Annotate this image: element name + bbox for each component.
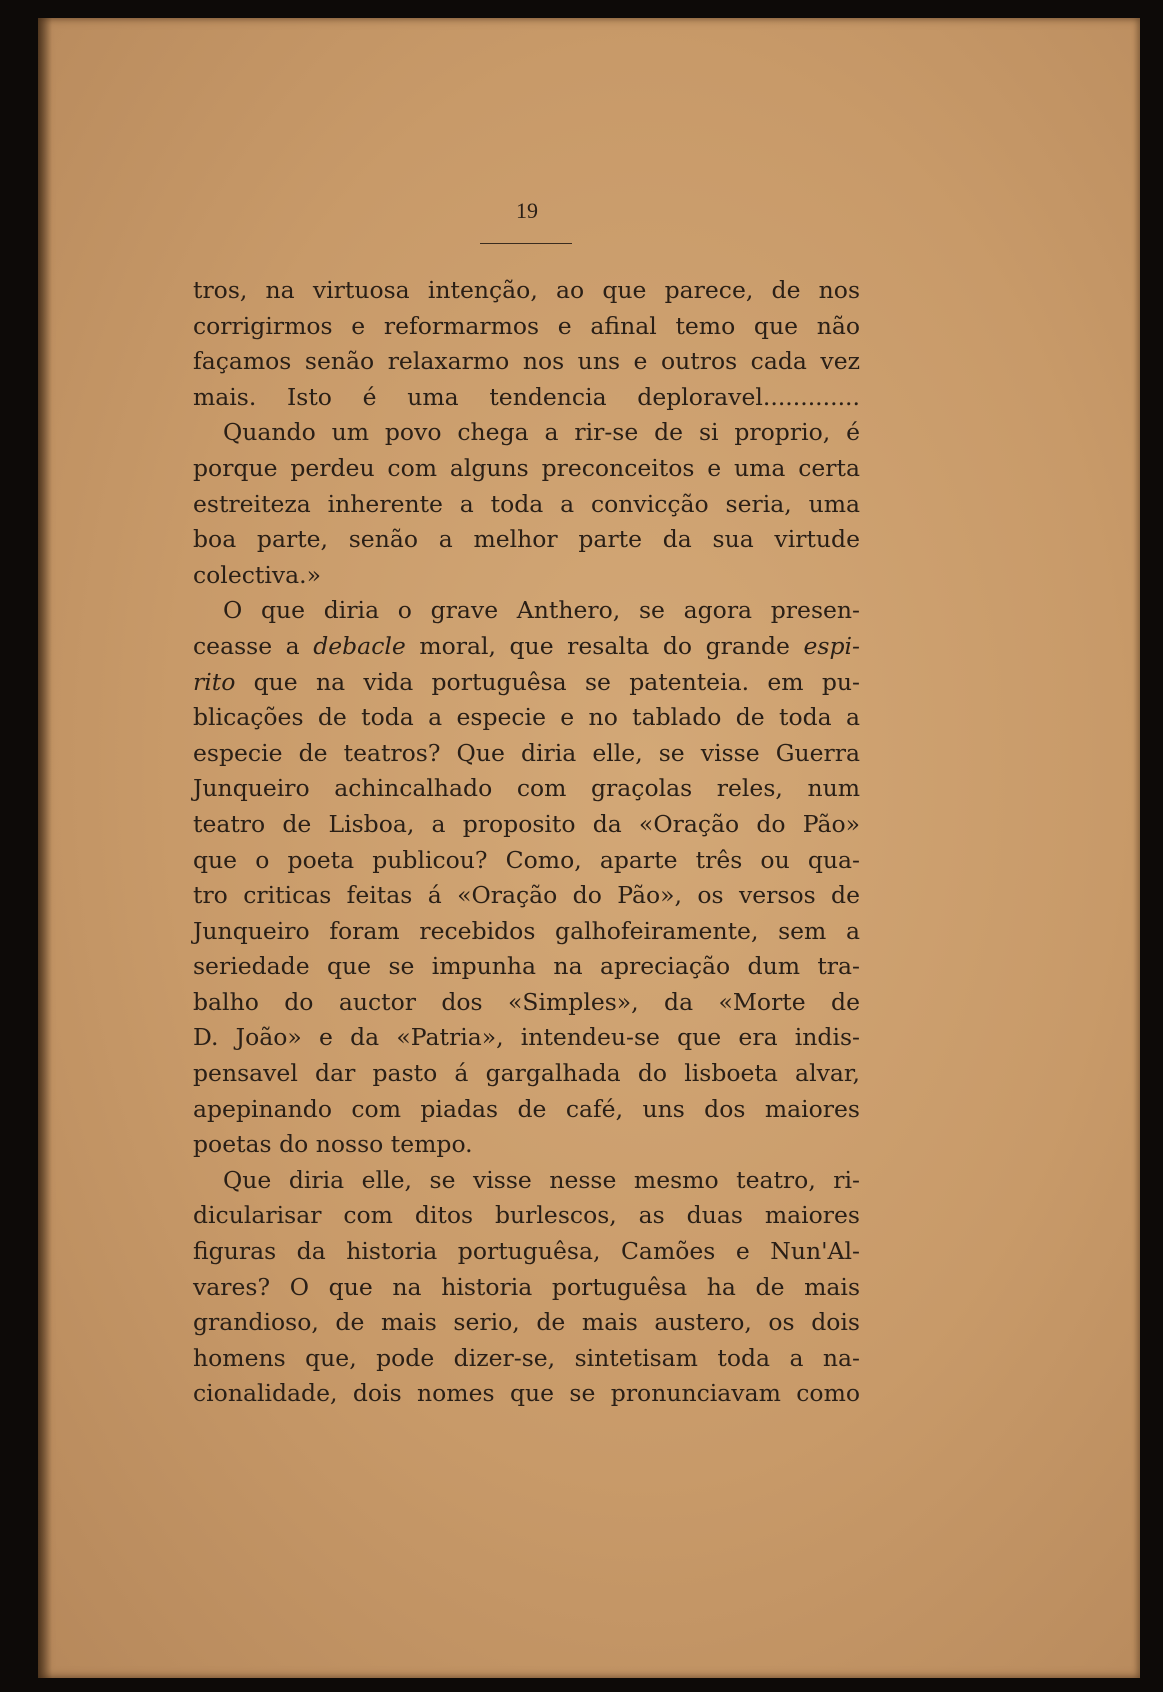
text-line: vares? O que na historia portuguêsa ha de mais bbox=[193, 1272, 860, 1301]
text-line: que o poeta publicou? Como, aparte três ou qua- bbox=[193, 845, 860, 874]
text-line: pensavel dar pasto á gargalhada do lisboeta alvar, bbox=[193, 1059, 860, 1088]
text-line: Junqueiro achincalhado com graçolas reles, num bbox=[193, 774, 860, 803]
text-line: D. João» e da «Patria», intendeu-se que era indis- bbox=[193, 1023, 860, 1052]
text-line: façamos senão relaxarmo nos uns e outros cada vez bbox=[193, 347, 860, 376]
text-line: tros, na virtuosa intenção, ao que parece, de nos bbox=[193, 276, 860, 304]
text-line: cionalidade, dois nomes que se pronunciavam como bbox=[193, 1379, 860, 1408]
italic-word: debacle bbox=[313, 631, 406, 660]
text-line: O que diria o grave Anthero, se agora presen- bbox=[223, 596, 860, 625]
text-line: boa parte, senão a melhor parte da sua virtude bbox=[193, 525, 860, 554]
body-text bbox=[193, 273, 860, 1412]
text-line: seriedade que se impunha na apreciação dum tra- bbox=[193, 952, 860, 981]
page-number: 19 bbox=[516, 198, 538, 223]
text-line: rito que na vida portuguêsa se patenteia. em pu- bbox=[193, 667, 860, 696]
text-line: Que diria elle, se visse nesse mesmo teatro, ri- bbox=[223, 1165, 860, 1194]
text-line: figuras da historia portuguêsa, Camões e Nun'Al- bbox=[193, 1237, 860, 1266]
text-line: blicações de toda a especie e no tablado de toda a bbox=[193, 703, 860, 732]
italic-word: espi- bbox=[803, 631, 860, 660]
text-line: Junqueiro foram recebidos galhofeiramente, sem a bbox=[193, 916, 860, 945]
header-rule bbox=[480, 243, 572, 244]
text-line: estreiteza inherente a toda a convicção seria, uma bbox=[193, 489, 860, 518]
text-line: colectiva.» bbox=[193, 560, 321, 589]
text-line: porque perdeu com alguns preconceitos e uma certa bbox=[193, 453, 860, 482]
text-line: mais. Isto é uma tendencia deploravel............. bbox=[193, 382, 860, 411]
text-line: balho do auctor dos «Simples», da «Morte de bbox=[193, 987, 860, 1016]
text-line: poetas do nosso tempo. bbox=[193, 1130, 473, 1159]
italic-word: rito bbox=[193, 667, 236, 696]
text-line: especie de teatros? Que diria elle, se visse Guerra bbox=[193, 738, 860, 767]
text-line: tro criticas feitas á «Oração do Pão», os versos de bbox=[193, 881, 860, 910]
text-line: homens que, pode dizer-se, sintetisam toda a na- bbox=[193, 1343, 860, 1372]
text-line: grandioso, de mais serio, de mais austero, os dois bbox=[193, 1308, 860, 1337]
text-line: corrigirmos e reformarmos e afinal temo que não bbox=[193, 311, 860, 340]
text-line: apepinando com piadas de café, uns dos maiores bbox=[193, 1094, 860, 1123]
text-line: teatro de Lisboa, a proposito da «Oração do Pão» bbox=[193, 809, 860, 838]
text-line: ceasse a debacle moral, que resalta do grande espi- bbox=[193, 631, 860, 660]
spine-shadow bbox=[38, 18, 52, 1678]
text-line: dicularisar com ditos burlescos, as duas maiores bbox=[193, 1201, 860, 1230]
text-line: Quando um povo chega a rir-se de si proprio, é bbox=[223, 418, 860, 447]
